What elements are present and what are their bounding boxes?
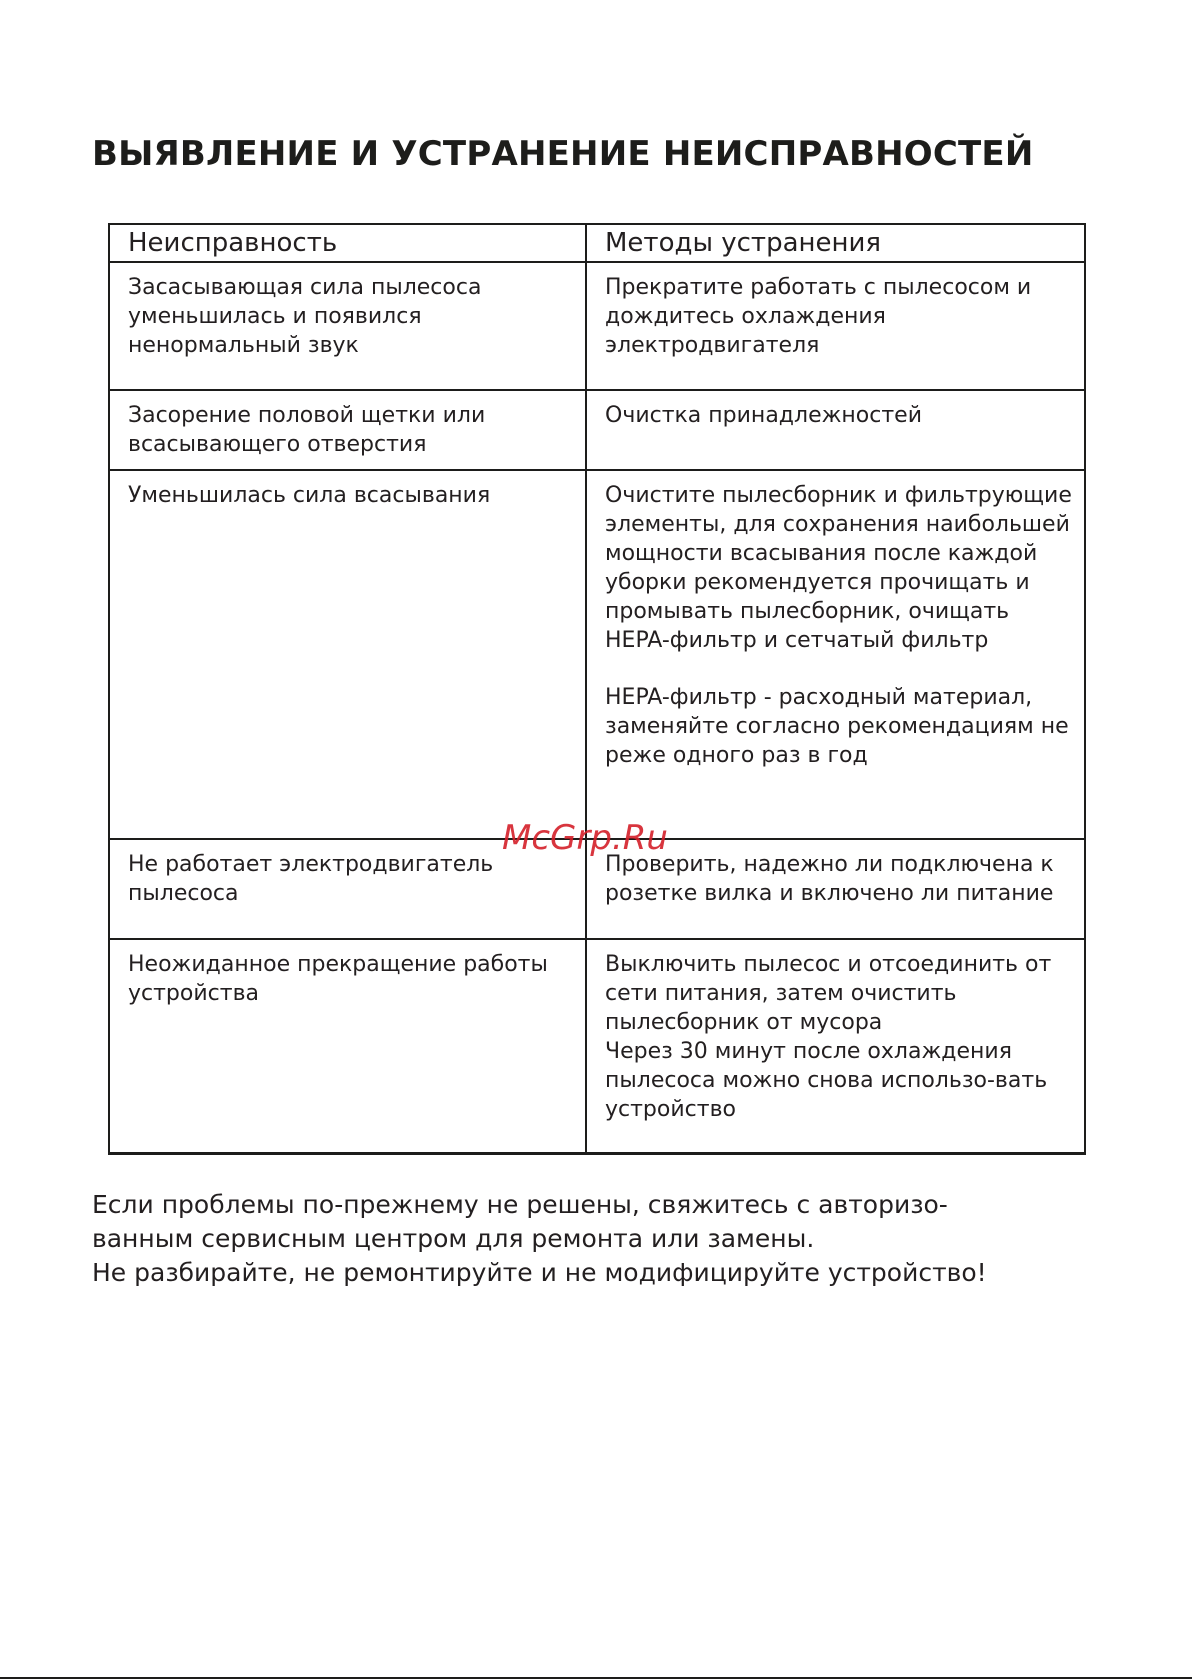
problem-cell: Не работает электродвигатель пылесоса — [109, 839, 586, 939]
table-row — [109, 939, 1085, 1153]
problem-cell: Уменьшилась сила всасывания — [109, 470, 586, 839]
solution-text-2: Через 30 минут после охлаждения пылесоса можно снова использо-вать устройство — [605, 1039, 1048, 1122]
footer-note — [92, 1188, 1152, 1290]
solution-text: Очистите пылесборник и фильтрующие элементы, для сохранения наибольшей мощности всасывания после каждой уборки рекомендуется прочищать и промывать пылесборник, очищать HEPA-фильтр и сетчатый фильтр — [605, 483, 1072, 653]
problem-cell: Неожиданное прекращение работы устройства — [109, 939, 586, 1153]
solution-note: HEPA-фильтр - расходный материал, заменяйте согласно рекомендациям не реже одного раз в год — [605, 685, 1069, 768]
problem-cell: Засасывающая сила пылесоса уменьшилась и появился ненормальный звук — [109, 262, 586, 390]
solution-cell — [586, 262, 1085, 390]
troubleshooting-table — [108, 223, 1086, 1155]
solution-text: Очистка принадлежностей — [605, 403, 923, 428]
solution-cell — [586, 939, 1085, 1153]
problem-cell: Засорение половой щетки или всасывающего отверстия — [109, 390, 586, 470]
footer-line: Если проблемы по-прежнему не решены, свяжитесь с авторизо- — [92, 1190, 948, 1219]
header-problem: Неисправность — [109, 224, 586, 262]
watermark: McGrp.Ru — [502, 818, 668, 858]
solution-text: Выключить пылесос и отсоединить от сети питания, затем очистить пылесборник от мусора — [605, 952, 1052, 1035]
header-solution: Методы устранения — [586, 224, 1085, 262]
solution-text: Проверить, надежно ли подключена к розетке вилка и включено ли питание — [605, 852, 1054, 906]
table-header-row — [109, 224, 1085, 262]
solution-cell — [586, 390, 1085, 470]
footer-line: ванным сервисным центром для ремонта или замены. — [92, 1224, 815, 1253]
table-row — [109, 262, 1085, 390]
solution-cell — [586, 470, 1085, 839]
solution-text: Прекратите работать с пылесосом и дождитесь охлаждения электродвигателя — [605, 275, 1032, 358]
table-row — [109, 390, 1085, 470]
footer-line: Не разбирайте, не ремонтируйте и не модифицируйте устройство! — [92, 1258, 987, 1287]
page-title: ВЫЯВЛЕНИЕ И УСТРАНЕНИЕ НЕИСПРАВНОСТЕЙ — [92, 134, 1034, 174]
table-row — [109, 470, 1085, 839]
